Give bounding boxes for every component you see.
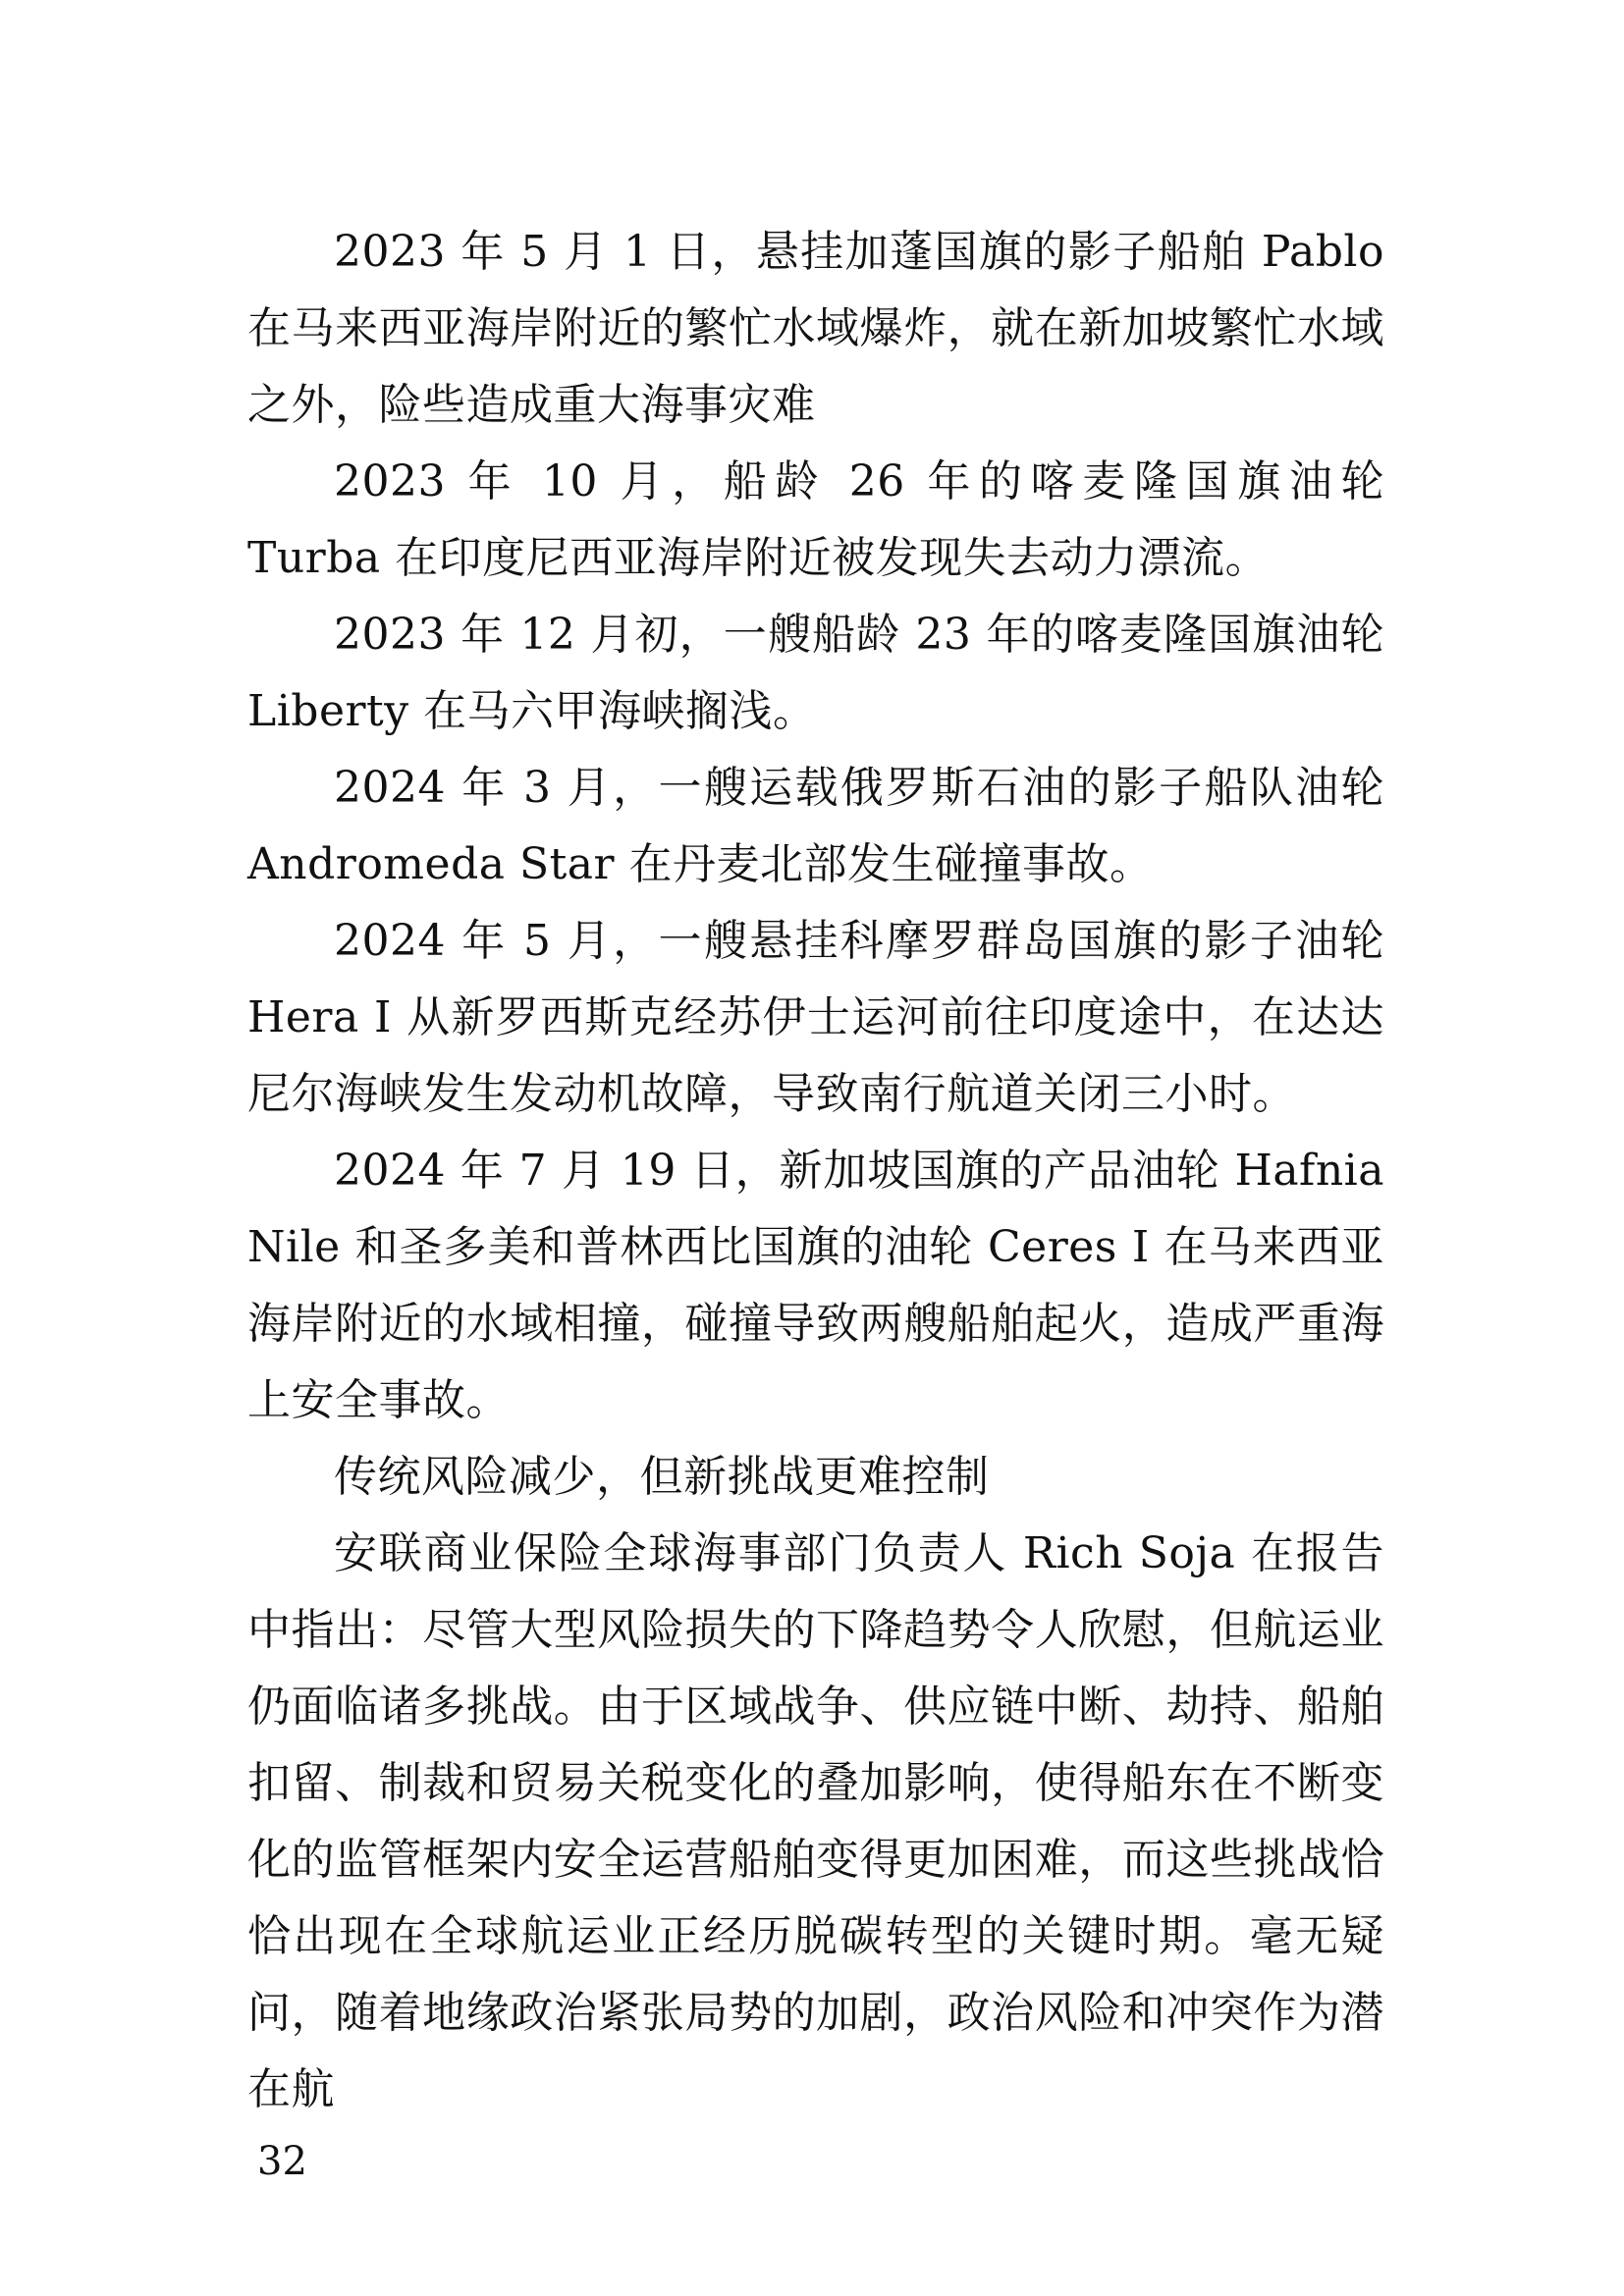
paragraph-turba-incident: 2023 年 10 月，船龄 26 年的喀麦隆国旗油轮 Turba 在印度尼西亚海岸附近被发现失去动力漂流。 [247, 456, 1384, 583]
paragraph-rich-soja-quote: 安联商业保险全球海事部门负责人 Rich Soja 在报告中指出：尽管大型风险损失的下降趋势令人欣慰，但航运业仍面临诸多挑战。由于区域战争、供应链中断、劫持、船舶扣留、制裁和贸易关税变化的叠加影响，使得船东在不断变化的监管框架内安全运营船舶变得更加困难，而这些挑战恰恰出现在全球航运业正经历脱碳转型的关键时期。毫无疑问，随着地缘政治紧张局势的加剧，政治风险和冲突作为潜在航 [247, 1528, 1384, 2114]
section-heading: 传统风险减少，但新挑战更难控制 [334, 1452, 990, 1502]
paragraph-pablo-incident: 2023 年 5 月 1 日，悬挂加蓬国旗的影子船舶 Pablo 在马来西亚海岸附近的繁忙水域爆炸，就在新加坡繁忙水域之外，险些造成重大海事灾难 [247, 227, 1384, 430]
page-number: 32 [257, 2139, 307, 2184]
paragraph-hera-incident: 2024 年 5 月，一艘悬挂科摩罗群岛国旗的影子油轮 Hera I 从新罗西斯克经苏伊士运河前往印度途中，在达达尼尔海峡发生发动机故障，导致南行航道关闭三小时。 [247, 916, 1384, 1119]
document-body [247, 214, 1384, 2128]
paragraph-hafnia-nile-incident: 2024 年 7 月 19 日，新加坡国旗的产品油轮 Hafnia Nile 和圣多美和普林西比国旗的油轮 Ceres I 在马来西亚海岸附近的水域相撞，碰撞导致两艘船舶起火，造成严重海上安全事故。 [247, 1146, 1384, 1425]
paragraph-liberty-incident: 2023 年 12 月初，一艘船龄 23 年的喀麦隆国旗油轮 Liberty 在马六甲海峡搁浅。 [247, 610, 1384, 736]
paragraph-andromeda-star-incident: 2024 年 3 月，一艘运载俄罗斯石油的影子船队油轮 Andromeda Star 在丹麦北部发生碰撞事故。 [247, 763, 1384, 889]
